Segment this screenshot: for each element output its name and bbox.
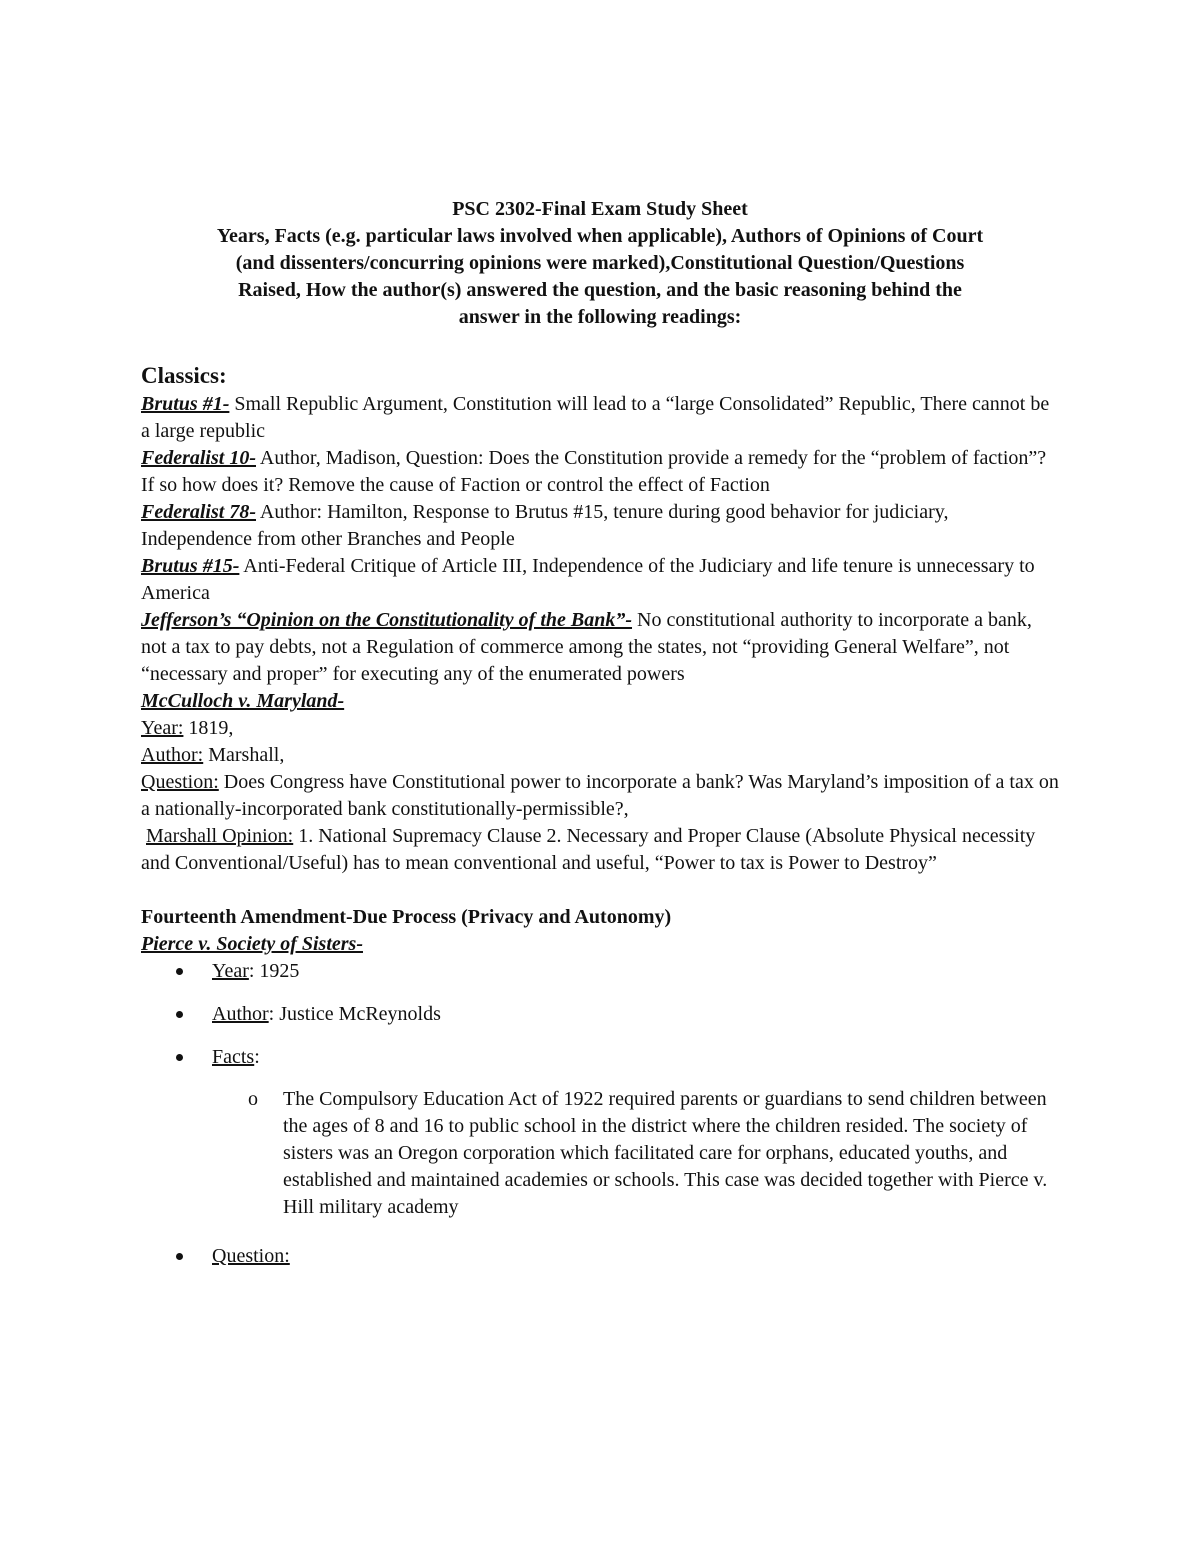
field-label: Question: [212,1245,290,1267]
instructions-line-2: (and dissenters/concurring opinions were marked),Constitutional Question/Questions [235,252,965,274]
document-header [140,196,1060,331]
instructions-line-1: Years, Facts (e.g. particular laws involved when applicable), Authors of Opinions of Court [216,225,984,247]
sublist-item-facts [141,1086,1061,1221]
entry-federalist-78 [141,499,1061,553]
entry-text: No constitutional authority to incorporate a bank, not a tax to pay debts, not a Regulation of commerce among the states, not “providing General Welfare”, not “necessary and proper” for executing any of the enumerated powers [141,609,1032,685]
entry-text: Anti-Federal Critique of Article III, Independence of the Judiciary and life tenure is unnecessary to America [141,555,1035,604]
entry-title: Pierce v. Society of Sisters- [141,933,363,955]
entry-federalist-10 [141,445,1061,499]
mcculloch-year [141,715,1061,742]
list-item-year [141,958,1061,985]
entry-title: Jefferson’s “Opinion on the Constitutionality of the Bank”- [141,609,633,631]
entry-brutus-15 [141,553,1061,607]
list-item-author [141,1001,1061,1028]
field-label: Year: [141,717,184,739]
entry-title: Brutus #15- [141,555,240,577]
list-item-facts [141,1044,1061,1221]
field-label: Marshall Opinion: [146,825,294,847]
entry-text: Small Republic Argument, Constitution will lead to a “large Consolidated” Republic, There cannot be a large republic [141,393,1050,442]
instructions-line-3: Raised, How the author(s) answered the question, and the basic reasoning behind the [238,279,962,301]
fourteenth-amendment-heading: Fourteenth Amendment-Due Process (Privacy and Autonomy) [141,906,672,928]
facts-text: The Compulsory Education Act of 1922 required parents or guardians to send children between the ages of 8 and 16 to public school in the district where the children resided. The society of sisters was an Oregon corporation which facilitated care for orphans, educated youths, and established and maintained academies or schools. This case was decided together with Pierce v. Hill military academy [283,1088,1048,1218]
entry-brutus-1 [141,391,1061,445]
field-value: 1819, [183,717,234,739]
sublist-marker: o [248,1088,258,1110]
field-colon: : [254,1046,260,1068]
field-value: 1. National Supremacy Clause 2. Necessary and Proper Clause (Absolute Physical necessity and Conventional/Useful) has to mean conventional and useful, “Power to tax is Power to Destroy” [141,825,1036,874]
instructions-line-4: answer in the following readings: [458,306,742,328]
entry-title: Federalist 78- [141,501,256,523]
field-label: Author [212,1003,269,1025]
facts-sublist [212,1086,1061,1221]
entry-title: Federalist 10- [141,447,256,469]
entry-text: Author, Madison, Question: Does the Constitution provide a remedy for the “problem of faction”? If so how does it? Remove the cause of Faction or control the effect of Faction [141,447,1047,496]
entry-title: Brutus #1- [141,393,230,415]
classics-heading: Classics: [141,363,227,388]
field-value: Does Congress have Constitutional power to incorporate a bank? Was Maryland’s imposition of a tax on a nationally-incorporated bank constitutionally-permissible?, [141,771,1059,820]
field-label: Author: [141,744,204,766]
field-label: Year [212,960,249,982]
field-value: : 1925 [248,960,300,982]
document-title: PSC 2302-Final Exam Study Sheet [452,198,748,220]
entry-jefferson-bank [141,607,1061,688]
entry-pierce-title [141,931,1061,958]
mcculloch-question [141,769,1061,823]
document-body [141,360,1061,1286]
mcculloch-opinion [141,823,1061,877]
field-value: Marshall, [203,744,285,766]
list-item-question [141,1243,1061,1270]
entry-mcculloch-title [141,688,1061,715]
pierce-details-list [141,958,1061,1270]
field-label: Facts [212,1046,255,1068]
field-label: Question: [141,771,219,793]
field-value: : Justice McReynolds [268,1003,441,1025]
entry-title: McCulloch v. Maryland- [141,690,345,712]
entry-text: Author: Hamilton, Response to Brutus #15, tenure during good behavior for judiciary, Independence from other Branches and People [141,501,949,550]
mcculloch-author [141,742,1061,769]
